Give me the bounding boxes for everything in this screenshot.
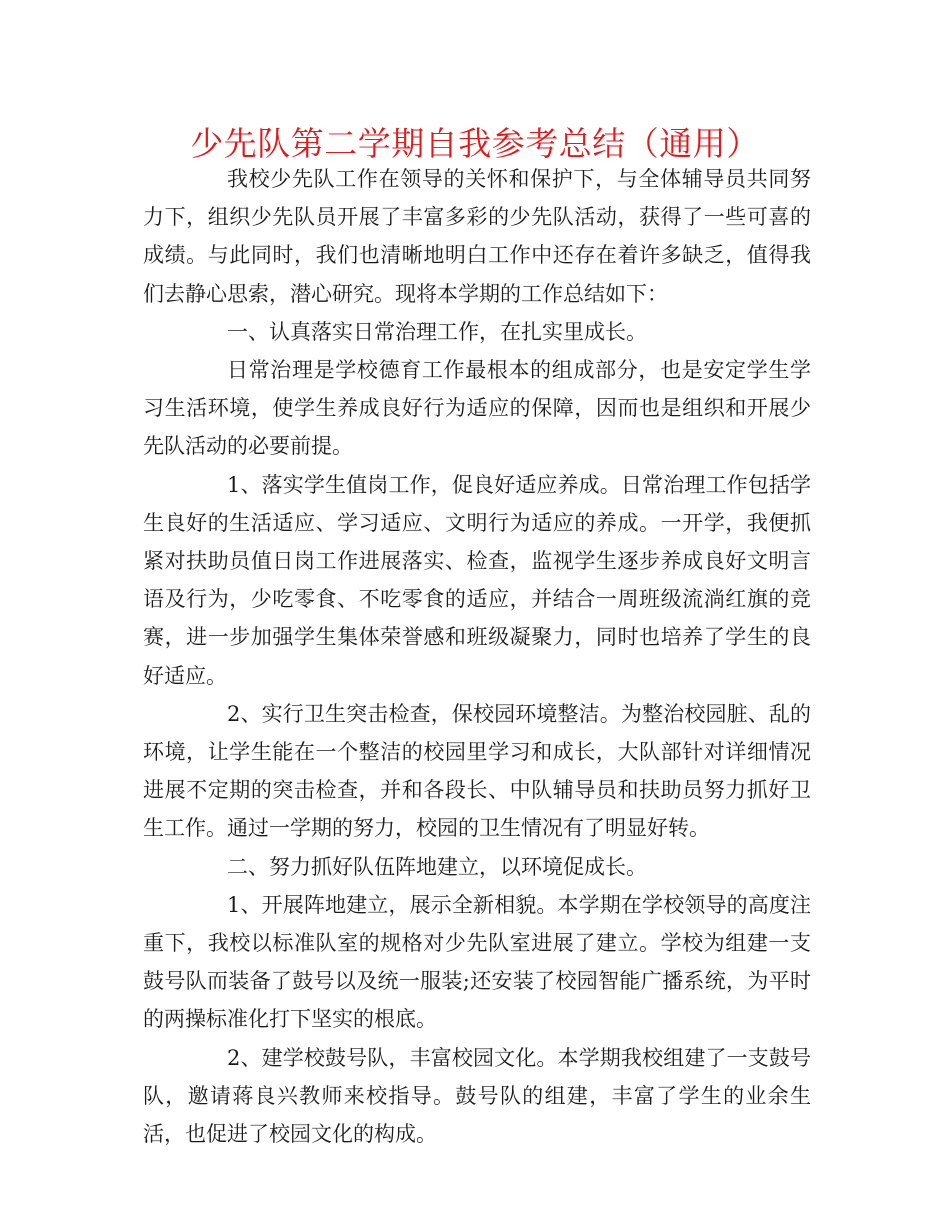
paragraph-duty-post: 1、落实学生值岗工作，促良好适应养成。日常治理工作包括学生良好的生活适应、学习适应、文明行为适应的养成。一开学，我便抓紧对扶助员值日岗工作进展落实、检查，监视学生逐步养成良好文明言语及行为，少吃零食、不吃零食的适应，并结合一周班级流淌红旗的竞赛，进一步加强学生集体荣誉感和班级凝聚力，同时也培养了学生的良好适应。 <box>143 472 811 688</box>
paragraph-intro: 我校少先队工作在领导的关怀和保护下，与全体辅导员共同努力下，组织少先队员开展了丰富多彩的少先队活动，获得了一些可喜的成绩。与此同时，我们也清晰地明白工作中还存在着许多缺乏，值得我们去静心思索，潜心研究。现将本学期的工作总结如下： <box>143 167 811 306</box>
document-body <box>143 160 811 1153</box>
paragraph-daily-management: 日常治理是学校德育工作最根本的组成部分，也是安定学生学习生活环境，使学生养成良好行为适应的保障，因而也是组织和开展少先队活动的必要前提。 <box>143 358 811 459</box>
section-heading-1: 一、认真落实日常治理工作，在扎实里成长。 <box>227 319 647 344</box>
document-title: 少先队第二学期自我参考总结（通用） <box>190 124 760 163</box>
paragraph-drum-band: 2、建学校鼓号队，丰富校园文化。本学期我校组建了一支鼓号队，邀请蒋良兴教师来校指导。鼓号队的组建，丰富了学生的业余生活，也促进了校园文化的构成。 <box>143 1045 811 1147</box>
paragraph-hygiene-check: 2、实行卫生突击检查，保校园环境整洁。为整治校园脏、乱的环境，让学生能在一个整洁的校园里学习和成长，大队部针对详细情况进展不定期的突击检查，并和各段长、中队辅导员和扶助员努力抓好卫生工作。通过一学期的努力，校园的卫生情况有了明显好转。 <box>143 701 811 841</box>
paragraph-position-building: 1、开展阵地建立，展示全新相貌。本学期在学校领导的高度注重下，我校以标准队室的规格对少先队室进展了建立。学校为组建一支鼓号队而装备了鼓号以及统一服装;还安装了校园智能广播系统，为平时的两操标准化打下坚实的根底。 <box>143 892 811 1032</box>
section-heading-2: 二、努力抓好队伍阵地建立，以环境促成长。 <box>227 854 647 879</box>
